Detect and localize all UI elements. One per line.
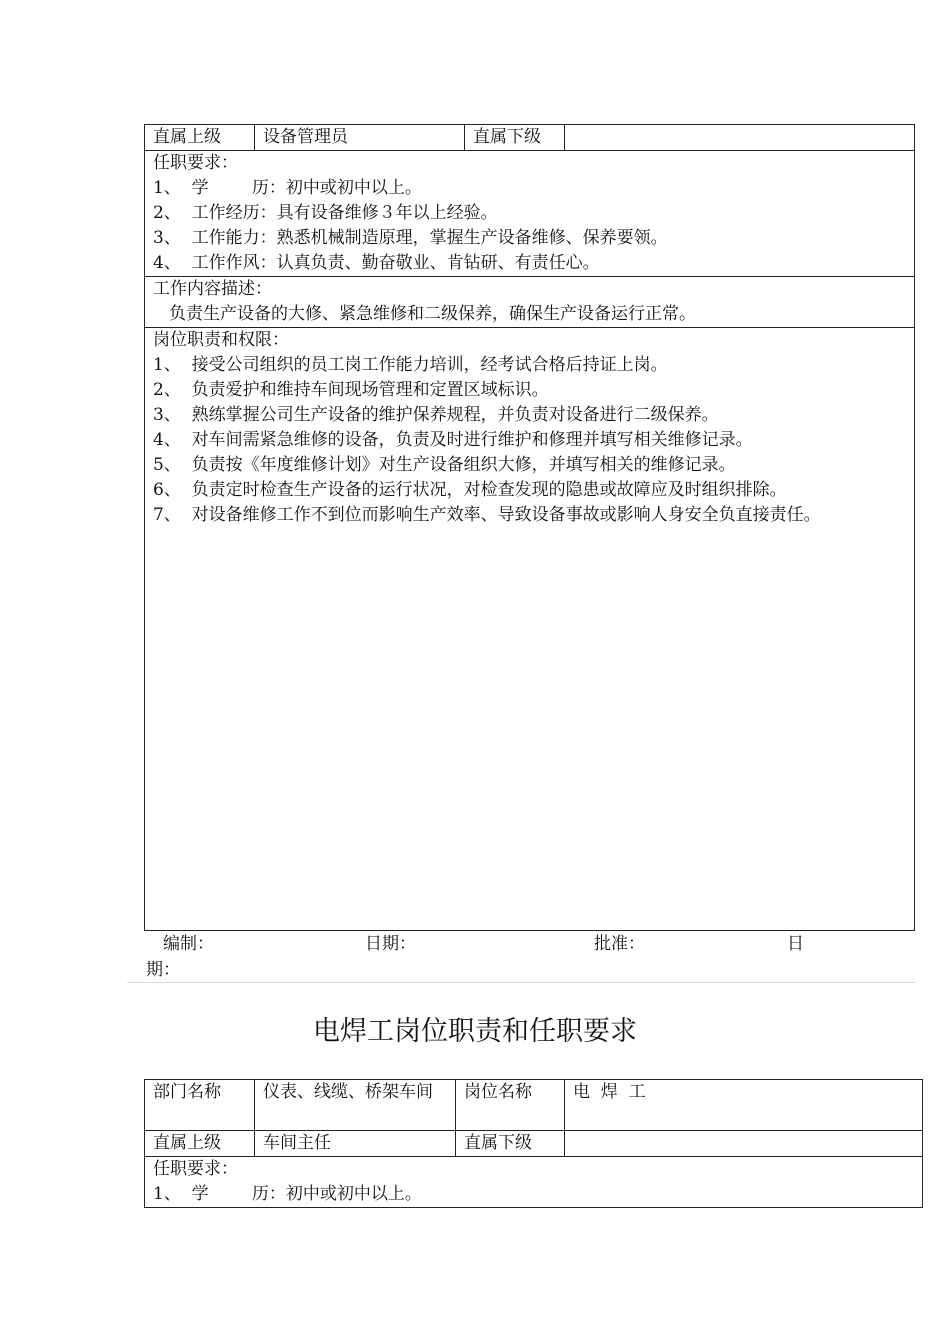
superior-value: 设备管理员: [255, 125, 465, 151]
duties-heading: 岗位职责和权限：: [153, 330, 289, 350]
requirements-list: [153, 1182, 914, 1207]
list-item: 6、 负责定时检查生产设备的运行状况，对检查发现的隐患或故障应及时组织排除。: [153, 480, 787, 500]
description-heading: 工作内容描述：: [153, 279, 272, 299]
description-text: 负责生产设备的大修、紧急维修和二级保养，确保生产设备运行正常。: [169, 304, 696, 324]
date-label-wrap-end: 期：: [146, 960, 180, 980]
duties-list: [153, 353, 906, 528]
requirements-heading: 任职要求：: [153, 153, 238, 173]
list-item: 5、 负责按《年度维修计划》对生产设备组织大修，并填写相关的维修记录。: [153, 455, 736, 475]
subordinate-label: 直属下级: [456, 1131, 565, 1157]
date-label-wrap-start: 日: [787, 934, 804, 954]
superior-label: 直属上级: [145, 125, 255, 151]
requirements-list: [153, 176, 906, 276]
department-value: 仪表、线缆、桥架车间: [255, 1080, 456, 1131]
duties-cell: [145, 328, 915, 931]
list-item: 4、 工作作风：认真负责、勤奋敬业、肯钻研、有责任心。: [153, 253, 600, 273]
post-label: 岗位名称: [456, 1080, 565, 1131]
requirements-cell: [145, 151, 915, 277]
department-label: 部门名称: [145, 1080, 255, 1131]
subordinate-value: [565, 1131, 923, 1157]
list-item: 3、 工作能力：熟悉机械制造原理，掌握生产设备维修、保养要领。: [153, 228, 668, 248]
requirements-cell: [145, 1157, 923, 1208]
superior-value: 车间主任: [255, 1131, 456, 1157]
post-value: 电 焊 工: [565, 1080, 923, 1131]
description-cell: [145, 277, 915, 328]
superior-label: 直属上级: [145, 1131, 255, 1157]
list-item: 1、 学 历：初中或初中以上。: [153, 178, 422, 198]
list-item: 2、 工作经历：具有设备维修３年以上经验。: [153, 203, 498, 223]
prepared-by-label: 编制：: [163, 934, 214, 954]
subordinate-label: 直属下级: [465, 125, 565, 151]
date-label: 日期：: [365, 934, 416, 954]
job-table-welder: [144, 1079, 923, 1208]
list-item: 1、 接受公司组织的员工岗工作能力培训，经考试合格后持证上岗。: [153, 355, 668, 375]
job-table-equipment-repair: [144, 124, 915, 931]
requirements-heading: 任职要求：: [153, 1159, 238, 1179]
list-item: 1、 学 历：初中或初中以上。: [153, 1184, 422, 1204]
list-item: 4、 对车间需紧急维修的设备，负责及时进行维护和修理并填写相关维修记录。: [153, 430, 753, 450]
list-item: 2、 负责爱护和维持车间现场管理和定置区域标识。: [153, 380, 549, 400]
document-title: 电焊工岗位职责和任职要求: [313, 1016, 637, 1047]
list-item: 7、 对设备维修工作不到位而影响生产效率、导致设备事故或影响人身安全负直接责任。: [153, 505, 821, 525]
list-item: 3、 熟练掌握公司生产设备的维护保养规程，并负责对设备进行二级保养。: [153, 405, 719, 425]
subordinate-value: [565, 125, 915, 151]
approved-by-label: 批准：: [594, 934, 645, 954]
page-separator: [127, 982, 915, 983]
